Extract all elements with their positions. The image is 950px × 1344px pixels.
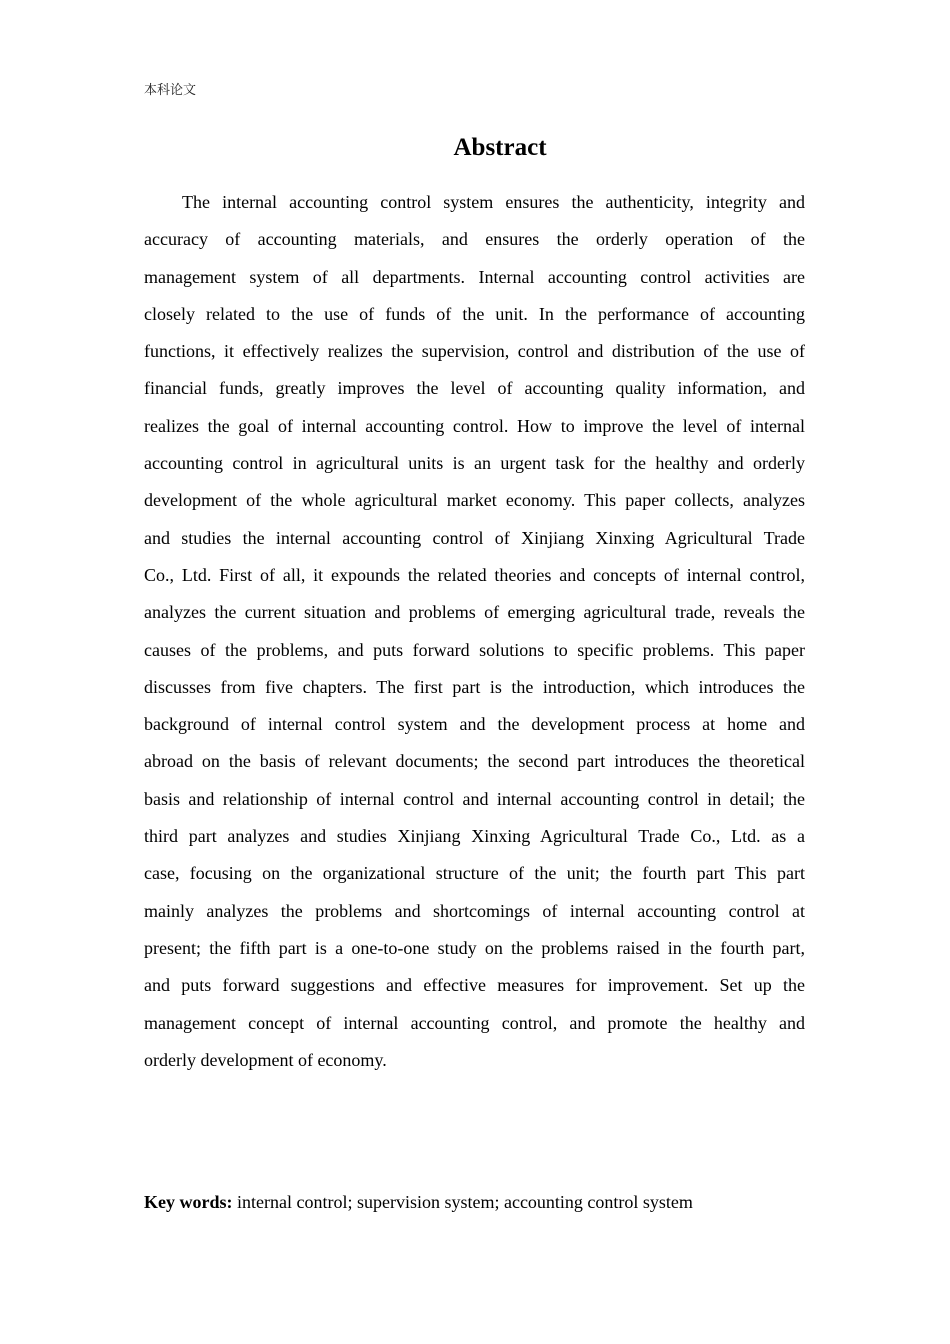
paragraph-line: functions, it effectively realizes the supervision, control and distribution of the use of: [144, 341, 805, 362]
keywords-text: internal control; supervision system; accounting control system: [232, 1192, 693, 1212]
paragraph-line: abroad on the basis of relevant documents; the second part introduces the theoretical: [144, 751, 805, 772]
paragraph-line: development of the whole agricultural market economy. This paper collects, analyzes: [144, 490, 805, 511]
paragraph-line: closely related to the use of funds of the unit. In the performance of accounting: [144, 303, 805, 324]
keywords: [144, 1192, 693, 1213]
paragraph-line: causes of the problems, and puts forward solutions to specific problems. This paper: [144, 639, 805, 660]
paragraph-line: financial funds, greatly improves the level of accounting quality information, and: [144, 378, 805, 399]
paragraph-line: present; the fifth part is a one-to-one study on the problems raised in the fourth part,: [144, 937, 805, 958]
paragraph-line: accounting control in agricultural units is an urgent task for the healthy and orderly: [144, 453, 805, 474]
paragraph-line: orderly development of economy.: [144, 1049, 387, 1070]
paragraph-line: Co., Ltd. First of all, it expounds the related theories and concepts of internal control,: [144, 564, 805, 585]
paragraph-line: management system of all departments. Internal accounting control activities are: [144, 266, 805, 287]
paragraph-line: mainly analyzes the problems and shortcomings of internal accounting control at: [144, 900, 805, 921]
paragraph-line: management concept of internal accounting control, and promote the healthy and: [144, 1012, 805, 1033]
abstract-title: Abstract: [453, 134, 547, 161]
paragraph-line: case, focusing on the organizational structure of the unit; the fourth part This part: [144, 863, 805, 884]
paragraph-line: background of internal control system and the development process at home and: [144, 714, 805, 735]
page-header: 本科论文: [144, 83, 197, 98]
paragraph-line: third part analyzes and studies Xinjiang Xinxing Agricultural Trade Co., Ltd. as a: [144, 826, 805, 847]
paragraph-line: accuracy of accounting materials, and ensures the orderly operation of the: [144, 229, 805, 250]
paragraph-line: and studies the internal accounting control of Xinjiang Xinxing Agricultural Trade: [144, 527, 805, 548]
paragraph-line: basis and relationship of internal control and internal accounting control in detail; the: [144, 788, 805, 809]
paragraph-line: discusses from five chapters. The first part is the introduction, which introduces the: [144, 676, 805, 697]
paragraph-line: and puts forward suggestions and effective measures for improvement. Set up the: [144, 975, 805, 996]
abstract-body: [144, 189, 805, 1084]
paragraph-line: The internal accounting control system ensures the authenticity, integrity and: [182, 192, 805, 212]
paragraph-line: realizes the goal of internal accounting control. How to improve the level of internal: [144, 415, 805, 436]
paragraph-line: analyzes the current situation and problems of emerging agricultural trade, reveals the: [144, 602, 805, 623]
keywords-label: Key words:: [144, 1192, 233, 1212]
